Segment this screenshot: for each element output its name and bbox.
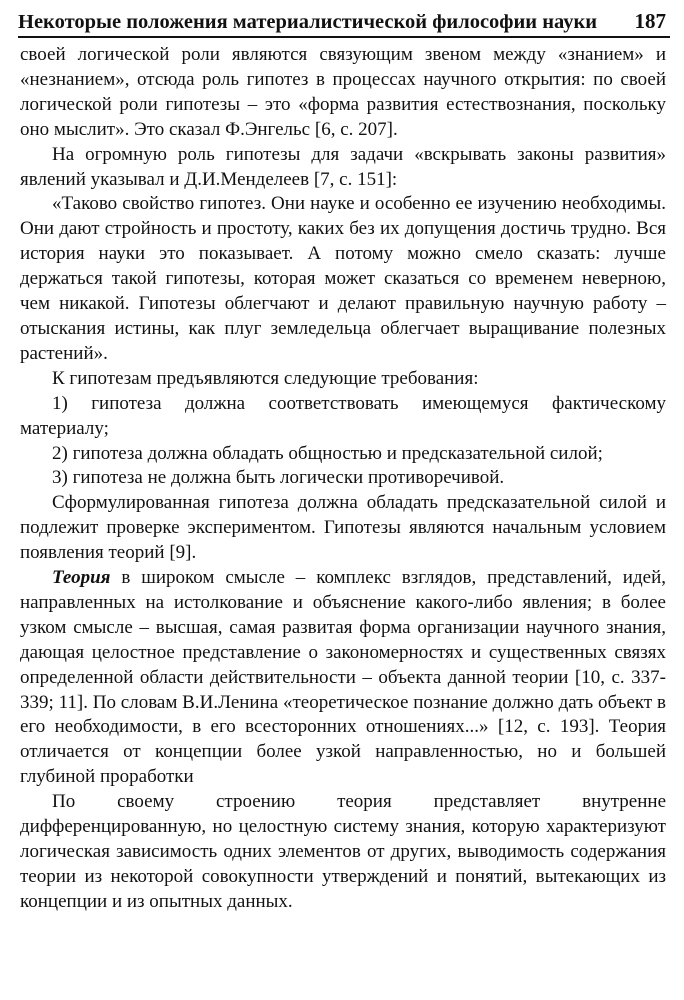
- theory-term: Теория: [52, 567, 111, 589]
- paragraph-theory-structure: По своему строению теория представляет внутренне дифференцированную, но целостную систему знания, которую характеризуют логическая зависимость одних элементов от других, выводимость содержания теории из некоторой совокупности утверждений и понятий, вытекающих из концепции и из опытных данных.: [20, 791, 666, 912]
- page-number: 187: [634, 9, 666, 33]
- requirement-item-3: 3) гипотеза не должна быть логически противоречивой.: [52, 467, 505, 489]
- paragraph-requirements-intro: К гипотезам предъявляются следующие требования:: [52, 367, 479, 389]
- running-header: [18, 2, 670, 38]
- theory-definition-text: в широком смысле – комплекс взглядов, представлений, идей, направленных на истолкование и объяснение какого-либо явления; в более узком смысле – высшая, самая развитая форма организации научного знания, дающая целостное представление о закономерностях и существенных связях определенной области действительности – объекта данной теории [10, с. 337-339; 11]. По словам В.И.Ленина «теоретическое познание должно дать объект в его необходимости, в его всесторонних отношениях...» [12, с. 193]. Теория отличается от концепции более узкой направленностью, но и большей глубиной проработки: [20, 567, 666, 788]
- paragraph-continuation: своей логической роли являются связующим звеном между «знанием» и «незнанием», отсюда роль гипотез в процессах научного открытия: по своей логической роли гипотезы – это «форма развития естествознания, поскольку оно мыслит». Это сказал Ф.Энгельс [6, с. 207].: [20, 44, 666, 140]
- requirement-item-2: 2) гипотеза должна обладать общностью и предсказательной силой;: [52, 442, 603, 464]
- paragraph-formulated-hypothesis: Сформулированная гипотеза должна обладать предсказательной силой и подлежит проверке экспериментом. Гипотезы являются начальным условием появления теорий [9].: [20, 492, 666, 564]
- page-body: [20, 43, 666, 915]
- paragraph-theory-definition: [20, 566, 666, 790]
- running-title: Некоторые положения материалистической философии науки: [18, 11, 598, 33]
- requirement-item-1: 1) гипотеза должна соответствовать имеющемуся фактическому материалу;: [20, 392, 666, 439]
- paragraph-mendeleev-intro: На огромную роль гипотезы для задачи «вскрывать законы развития» явлений указывал и Д.И.Менделеев [7, с. 151]:: [20, 143, 666, 190]
- paragraph-mendeleev-quote: «Таково свойство гипотез. Они науке и особенно ее изучению необходимы. Они дают стройность и простоту, каких без их допущения достичь трудно. Вся история науки это показывает. А потому можно смело сказать: лучше держаться такой гипотезы, которая может сказаться со временем неверною, чем никакой. Гипотезы облегчают и делают правильную научную работу – отыскания истины, как плуг земледельца облегчает выращивание полезных растений».: [20, 193, 666, 364]
